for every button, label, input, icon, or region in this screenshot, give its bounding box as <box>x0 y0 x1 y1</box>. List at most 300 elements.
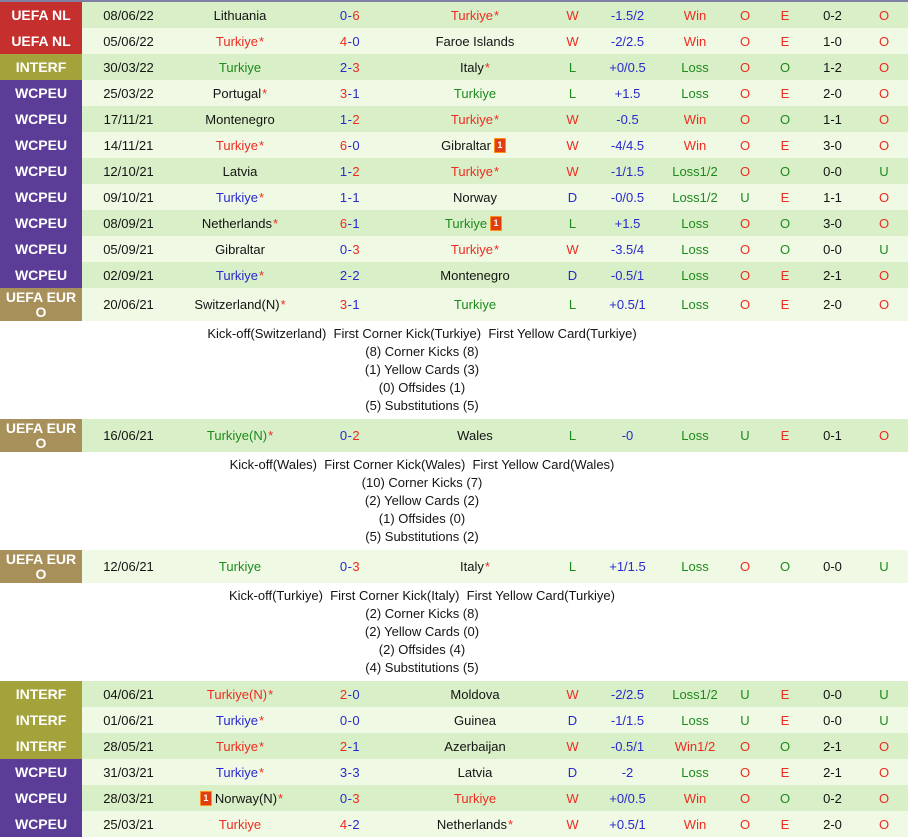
home-team-label: Turkiye <box>215 189 259 205</box>
away-goals: 2 <box>352 267 361 283</box>
halftime-score: 2-1 <box>823 764 842 780</box>
competition-badge <box>0 759 82 785</box>
halftime-over-under: O <box>878 189 890 205</box>
competition-badge <box>0 106 82 132</box>
halftime-over-under: O <box>878 85 890 101</box>
favorite-star-marker: * <box>273 215 279 231</box>
home-team-label: Netherlands <box>201 215 273 231</box>
competition-badge <box>0 210 82 236</box>
away-goals: 0 <box>352 33 361 49</box>
home-team-label: Turkiye <box>218 59 262 75</box>
result-letter: L <box>568 559 577 574</box>
away-team-name[interactable] <box>395 707 555 733</box>
home-goals: 2 <box>339 738 348 754</box>
home-team-label: Gibraltar <box>215 241 265 257</box>
competition-badge <box>0 550 82 583</box>
match-row[interactable] <box>0 681 908 707</box>
home-team-name[interactable] <box>175 288 305 321</box>
competition-badge-label: INTERF <box>15 685 67 702</box>
handicap-value: +1.5 <box>614 215 641 231</box>
away-team-name[interactable] <box>395 785 555 811</box>
halftime-over-under: O <box>878 267 890 283</box>
away-team-label: Norway <box>452 189 498 205</box>
halftime-over-under: O <box>878 428 890 443</box>
away-team-name[interactable] <box>395 288 555 321</box>
halftime-over-under: O <box>878 59 890 75</box>
away-team-label: Turkiye <box>453 790 497 806</box>
match-row[interactable] <box>0 759 908 785</box>
goals-over-under: U <box>740 428 750 443</box>
match-date: 16/06/21 <box>103 428 154 443</box>
handicap-result: Loss1/2 <box>672 686 718 702</box>
handicap-result: Loss <box>681 297 709 312</box>
match-score <box>305 733 395 759</box>
home-team-name[interactable] <box>175 550 305 583</box>
odd-even: E <box>780 267 790 283</box>
score-dash: - <box>347 764 353 780</box>
halftime-score: 1-1 <box>823 189 842 205</box>
handicap-value: -1/1.5 <box>610 163 645 179</box>
odd-even: E <box>780 297 790 312</box>
favorite-star-marker: * <box>259 189 265 205</box>
away-team-label: Turkiye <box>450 7 494 23</box>
competition-badge-label: WCPEU <box>14 188 68 205</box>
odd-even: O <box>779 111 791 127</box>
details-stat-line: (1) Yellow Cards (3) <box>364 362 480 377</box>
score-dash: - <box>347 428 353 443</box>
away-team-name[interactable] <box>395 236 555 262</box>
red-card-icon: 1 <box>490 216 502 231</box>
competition-badge <box>0 2 82 28</box>
goals-over-under: O <box>739 816 751 832</box>
away-team-label: Turkiye <box>450 241 494 257</box>
away-team-name[interactable] <box>395 811 555 837</box>
away-goals: 6 <box>352 7 361 23</box>
match-score <box>305 184 395 210</box>
favorite-star-marker: * <box>484 59 490 75</box>
halftime-over-under: O <box>878 7 890 23</box>
result-letter: L <box>568 297 577 312</box>
details-stat-line: (0) Offsides (1) <box>378 380 466 395</box>
home-team-name[interactable] <box>175 106 305 132</box>
result-letter: W <box>566 137 579 153</box>
handicap-result: Loss <box>681 267 709 283</box>
halftime-score: 1-2 <box>823 59 842 75</box>
away-goals: 3 <box>352 764 361 780</box>
match-row[interactable] <box>0 210 908 236</box>
halftime-over-under: O <box>878 764 890 780</box>
favorite-star-marker: * <box>259 764 265 780</box>
handicap-result: Win <box>683 33 707 49</box>
home-team-name[interactable] <box>175 158 305 184</box>
halftime-score: 3-0 <box>823 137 842 153</box>
match-row[interactable] <box>0 106 908 132</box>
away-team-name[interactable] <box>395 132 555 158</box>
odd-even: E <box>780 189 790 205</box>
favorite-star-marker: * <box>494 163 500 179</box>
goals-over-under: O <box>739 559 751 574</box>
result-letter: L <box>568 428 577 443</box>
handicap-value: +0/0.5 <box>609 790 646 806</box>
details-stat-line: (2) Yellow Cards (2) <box>364 493 480 508</box>
away-goals: 1 <box>352 189 361 205</box>
home-team-name[interactable] <box>175 132 305 158</box>
handicap-value: -0.5 <box>616 111 639 127</box>
home-team-name[interactable] <box>175 54 305 80</box>
match-row[interactable] <box>0 288 908 321</box>
competition-badge <box>0 80 82 106</box>
away-goals: 3 <box>352 241 361 257</box>
halftime-over-under: O <box>878 816 890 832</box>
away-team-label: Turkiye <box>450 111 494 127</box>
home-team-name[interactable] <box>175 707 305 733</box>
match-row[interactable] <box>0 236 908 262</box>
favorite-star-marker: * <box>259 137 265 153</box>
home-team-label: Turkiye <box>215 712 259 728</box>
goals-over-under: O <box>739 163 751 179</box>
competition-badge-label: WCPEU <box>14 763 68 780</box>
handicap-value: -0/0.5 <box>610 189 645 205</box>
halftime-over-under: O <box>878 137 890 153</box>
away-team-name[interactable] <box>395 106 555 132</box>
match-score <box>305 262 395 288</box>
competition-badge <box>0 707 82 733</box>
match-row[interactable] <box>0 419 908 452</box>
odd-even: E <box>780 428 790 443</box>
halftime-score: 0-0 <box>823 712 842 728</box>
match-date: 28/03/21 <box>103 790 154 806</box>
home-goals: 6 <box>339 137 348 153</box>
home-team-label: Turkiye <box>218 816 262 832</box>
match-date: 31/03/21 <box>103 764 154 780</box>
match-row[interactable] <box>0 811 908 837</box>
home-goals: 2 <box>339 267 348 283</box>
home-team-label: Montenegro <box>205 111 275 127</box>
favorite-star-marker: * <box>280 297 286 312</box>
handicap-result: Loss <box>681 241 709 257</box>
home-team-name[interactable] <box>175 681 305 707</box>
match-row[interactable] <box>0 80 908 106</box>
details-events-line: Kick-off(Wales) First Corner Kick(Wales) First Yellow Card(Wales) <box>229 457 615 472</box>
competition-badge-label: INTERF <box>15 58 67 75</box>
match-row[interactable] <box>0 54 908 80</box>
match-row[interactable] <box>0 158 908 184</box>
competition-badge-label: UEFA EURO <box>5 288 77 320</box>
halftime-over-under: U <box>879 712 889 728</box>
home-team-name[interactable] <box>175 2 305 28</box>
red-card-icon: 1 <box>200 791 212 806</box>
odd-even: E <box>780 816 790 832</box>
goals-over-under: U <box>740 712 750 728</box>
competition-badge <box>0 811 82 837</box>
favorite-star-marker: * <box>268 428 274 443</box>
competition-badge <box>0 158 82 184</box>
away-goals: 1 <box>352 215 361 231</box>
home-goals: 0 <box>339 712 348 728</box>
favorite-star-marker: * <box>494 241 500 257</box>
favorite-star-marker: * <box>268 686 274 702</box>
score-dash: - <box>347 111 353 127</box>
home-team-name[interactable] <box>175 733 305 759</box>
details-stat-line: (5) Substitutions (5) <box>365 398 479 413</box>
halftime-score: 2-0 <box>823 816 842 832</box>
halftime-over-under: O <box>878 215 890 231</box>
competition-badge-label: WCPEU <box>14 214 68 231</box>
home-team-name[interactable] <box>175 419 305 452</box>
match-date: 20/06/21 <box>103 297 154 312</box>
competition-badge-label: UEFA NL <box>11 6 71 23</box>
match-date: 12/10/21 <box>103 163 154 179</box>
match-date: 25/03/21 <box>103 816 154 832</box>
favorite-star-marker: * <box>278 790 284 806</box>
competition-badge-label: WCPEU <box>14 84 68 101</box>
home-team-name[interactable] <box>175 759 305 785</box>
competition-badge-label: WCPEU <box>14 110 68 127</box>
details-events-line: Kick-off(Switzerland) First Corner Kick(Turkiye) First Yellow Card(Turkiye) <box>207 326 637 341</box>
home-goals: 3 <box>339 85 348 101</box>
match-row[interactable] <box>0 733 908 759</box>
handicap-result: Loss <box>681 764 709 780</box>
score-dash: - <box>347 85 353 101</box>
match-date: 25/03/22 <box>103 85 154 101</box>
home-team-label: Turkiye <box>215 764 259 780</box>
home-team-name[interactable] <box>175 184 305 210</box>
handicap-result: Loss1/2 <box>672 163 718 179</box>
match-score <box>305 80 395 106</box>
away-team-name[interactable] <box>395 419 555 452</box>
match-date: 12/06/21 <box>103 559 154 574</box>
away-goals: 2 <box>352 163 361 179</box>
odd-even: E <box>780 712 790 728</box>
details-events-line: Kick-off(Turkiye) First Corner Kick(Italy) First Yellow Card(Turkiye) <box>229 588 615 603</box>
away-team-label: Moldova <box>450 686 500 702</box>
home-goals: 3 <box>339 764 348 780</box>
goals-over-under: O <box>739 137 751 153</box>
halftime-score: 1-0 <box>823 33 842 49</box>
handicap-value: +1.5 <box>614 85 641 101</box>
competition-badge <box>0 132 82 158</box>
home-team-name[interactable] <box>175 785 305 811</box>
competition-badge <box>0 262 82 288</box>
halftime-score: 2-0 <box>823 297 842 312</box>
halftime-over-under: O <box>878 33 890 49</box>
handicap-result: Win <box>683 137 707 153</box>
competition-badge-label: WCPEU <box>14 789 68 806</box>
match-row[interactable] <box>0 184 908 210</box>
home-goals: 0 <box>339 428 348 443</box>
match-date: 05/06/22 <box>103 33 154 49</box>
home-team-label: Turkiye <box>215 267 259 283</box>
match-date: 04/06/21 <box>103 686 154 702</box>
home-goals: 1 <box>339 189 348 205</box>
match-date: 02/09/21 <box>103 267 154 283</box>
score-dash: - <box>347 189 353 205</box>
home-team-label: Switzerland(N) <box>194 297 280 312</box>
home-goals: 3 <box>339 297 348 312</box>
favorite-star-marker: * <box>262 85 268 101</box>
away-team-name[interactable] <box>395 158 555 184</box>
result-letter: L <box>568 59 577 75</box>
goals-over-under: O <box>739 267 751 283</box>
odd-even: E <box>780 7 790 23</box>
competition-badge-label: INTERF <box>15 737 67 754</box>
away-team-label: Latvia <box>457 764 493 780</box>
home-team-label: Portugal <box>212 85 262 101</box>
match-score <box>305 550 395 583</box>
goals-over-under: O <box>739 33 751 49</box>
away-team-name[interactable] <box>395 54 555 80</box>
home-team-name[interactable] <box>175 28 305 54</box>
goals-over-under: O <box>739 790 751 806</box>
result-letter: W <box>566 790 579 806</box>
away-team-label: Montenegro <box>440 267 510 283</box>
goals-over-under: O <box>739 111 751 127</box>
score-dash: - <box>347 33 353 49</box>
handicap-value: +1/1.5 <box>609 559 646 574</box>
handicap-result: Loss <box>681 85 709 101</box>
score-dash: - <box>347 241 353 257</box>
odd-even: O <box>779 559 791 574</box>
match-row[interactable] <box>0 132 908 158</box>
match-row[interactable] <box>0 262 908 288</box>
match-date: 08/09/21 <box>103 215 154 231</box>
handicap-value: -2/2.5 <box>610 686 645 702</box>
home-team-label: Turkiye <box>215 738 259 754</box>
halftime-over-under: U <box>879 163 889 179</box>
score-dash: - <box>347 215 353 231</box>
handicap-result: Loss <box>681 59 709 75</box>
handicap-result: Win <box>683 7 707 23</box>
away-team-name[interactable] <box>395 210 555 236</box>
away-team-label: Italy <box>460 559 484 574</box>
match-score <box>305 132 395 158</box>
goals-over-under: O <box>739 738 751 754</box>
match-row[interactable] <box>0 785 908 811</box>
result-letter: D <box>567 712 578 728</box>
away-team-name[interactable] <box>395 733 555 759</box>
halftime-over-under: O <box>878 738 890 754</box>
away-goals: 3 <box>352 59 361 75</box>
away-team-name[interactable] <box>395 80 555 106</box>
score-dash: - <box>347 163 353 179</box>
handicap-value: -1.5/2 <box>610 7 645 23</box>
home-goals: 0 <box>339 241 348 257</box>
odd-even: O <box>779 790 791 806</box>
competition-badge-label: WCPEU <box>14 815 68 832</box>
halftime-score: 0-0 <box>823 241 842 257</box>
home-team-name[interactable] <box>175 811 305 837</box>
halftime-score: 0-1 <box>823 428 842 443</box>
home-team-name[interactable] <box>175 262 305 288</box>
favorite-star-marker: * <box>484 559 490 574</box>
home-team-name[interactable] <box>175 210 305 236</box>
away-goals: 1 <box>352 738 361 754</box>
home-goals: 1 <box>339 163 348 179</box>
result-letter: W <box>566 241 579 257</box>
home-team-name[interactable] <box>175 236 305 262</box>
details-stat-line: (5) Substitutions (2) <box>365 529 479 544</box>
match-history-table <box>0 2 908 837</box>
halftime-over-under: O <box>878 790 890 806</box>
score-dash: - <box>347 137 353 153</box>
competition-badge-label: WCPEU <box>14 266 68 283</box>
halftime-score: 0-2 <box>823 7 842 23</box>
goals-over-under: O <box>739 764 751 780</box>
odd-even: E <box>780 85 790 101</box>
score-dash: - <box>347 559 353 574</box>
away-goals: 1 <box>352 85 361 101</box>
match-row[interactable] <box>0 2 908 28</box>
away-team-name[interactable] <box>395 2 555 28</box>
score-dash: - <box>347 816 353 832</box>
away-team-label: Netherlands <box>436 816 508 832</box>
handicap-value: -4/4.5 <box>610 137 645 153</box>
match-score <box>305 158 395 184</box>
match-score <box>305 681 395 707</box>
details-stat-line: (2) Offsides (4) <box>378 642 466 657</box>
halftime-score: 0-0 <box>823 559 842 574</box>
handicap-result: Loss <box>681 428 709 443</box>
halftime-over-under: U <box>879 686 889 702</box>
away-team-name[interactable] <box>395 262 555 288</box>
details-stat-line: (10) Corner Kicks (7) <box>361 475 483 490</box>
match-score <box>305 28 395 54</box>
score-dash: - <box>347 267 353 283</box>
competition-badge <box>0 733 82 759</box>
competition-badge <box>0 28 82 54</box>
match-row[interactable] <box>0 550 908 583</box>
away-team-name[interactable] <box>395 759 555 785</box>
home-goals: 2 <box>339 59 348 75</box>
handicap-value: +0/0.5 <box>609 59 646 75</box>
away-goals: 0 <box>352 137 361 153</box>
odd-even: E <box>780 137 790 153</box>
competition-badge-label: UEFA EURO <box>5 550 77 582</box>
home-team-label: Turkiye <box>218 559 262 574</box>
home-goals: 0 <box>339 790 348 806</box>
away-team-name[interactable] <box>395 184 555 210</box>
favorite-star-marker: * <box>508 816 514 832</box>
away-team-label: Guinea <box>454 712 496 728</box>
away-team-name[interactable] <box>395 28 555 54</box>
handicap-result: Win1/2 <box>674 738 716 754</box>
handicap-value: +0.5/1 <box>609 297 646 312</box>
details-stat-line: (1) Offsides (0) <box>378 511 466 526</box>
score-dash: - <box>347 297 353 312</box>
handicap-value: -2/2.5 <box>610 33 645 49</box>
details-stat-line: (8) Corner Kicks (8) <box>365 344 479 359</box>
match-date: 14/11/21 <box>103 137 154 153</box>
home-team-name[interactable] <box>175 80 305 106</box>
result-letter: D <box>567 267 578 283</box>
handicap-result: Loss1/2 <box>672 189 718 205</box>
competition-badge <box>0 288 82 321</box>
handicap-value: -1/1.5 <box>610 712 645 728</box>
odd-even: E <box>780 686 790 702</box>
home-team-label: Norway(N) <box>214 790 278 806</box>
details-stat-line: (2) Yellow Cards (0) <box>364 624 480 639</box>
away-team-name[interactable] <box>395 681 555 707</box>
away-team-label: Turkiye <box>453 297 497 312</box>
match-row[interactable] <box>0 28 908 54</box>
away-team-name[interactable] <box>395 550 555 583</box>
handicap-value: -0.5/1 <box>610 738 645 754</box>
halftime-score: 2-1 <box>823 738 842 754</box>
match-row[interactable] <box>0 707 908 733</box>
red-card-icon: 1 <box>494 138 506 153</box>
halftime-over-under: O <box>878 297 890 312</box>
favorite-star-marker: * <box>259 738 265 754</box>
